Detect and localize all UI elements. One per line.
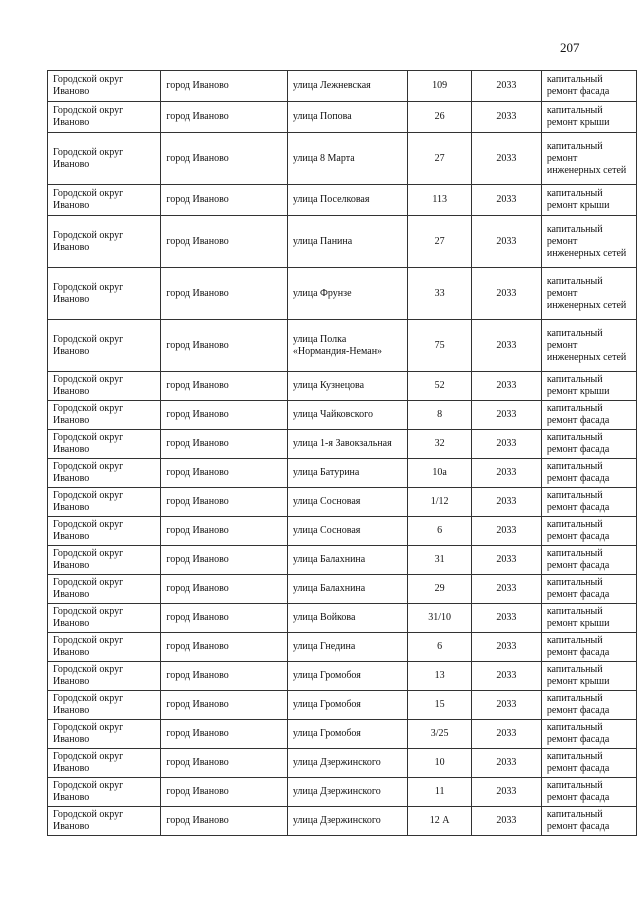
table-row — [48, 401, 637, 430]
district-cell: Городской округ Иваново — [48, 749, 161, 778]
city-cell: город Иваново — [161, 807, 288, 836]
district-cell: Городской округ Иваново — [48, 401, 161, 430]
city-cell: город Иваново — [161, 575, 288, 604]
table-row — [48, 633, 637, 662]
house-number-cell: 8 — [408, 401, 472, 430]
year-cell: 2033 — [472, 430, 542, 459]
district-cell: Городской округ Иваново — [48, 102, 161, 133]
work-type-cell: капитальный ремонт фасада — [541, 488, 636, 517]
table-row — [48, 575, 637, 604]
city-cell: город Иваново — [161, 372, 288, 401]
street-cell: улица Громобоя — [287, 720, 407, 749]
year-cell: 2033 — [472, 71, 542, 102]
year-cell: 2033 — [472, 749, 542, 778]
city-cell: город Иваново — [161, 268, 288, 320]
city-cell: город Иваново — [161, 133, 288, 185]
table-row — [48, 691, 637, 720]
work-type-cell: капитальный ремонт крыши — [541, 662, 636, 691]
district-cell: Городской округ Иваново — [48, 372, 161, 401]
district-cell: Городской округ Иваново — [48, 216, 161, 268]
city-cell: город Иваново — [161, 216, 288, 268]
work-type-cell: капитальный ремонт инженерных сетей — [541, 320, 636, 372]
house-number-cell: 3/25 — [408, 720, 472, 749]
year-cell: 2033 — [472, 372, 542, 401]
work-type-cell: капитальный ремонт фасада — [541, 71, 636, 102]
work-type-cell: капитальный ремонт крыши — [541, 604, 636, 633]
district-cell: Городской округ Иваново — [48, 546, 161, 575]
street-cell: улица 1-я Завокзальная — [287, 430, 407, 459]
district-cell: Городской округ Иваново — [48, 778, 161, 807]
city-cell: город Иваново — [161, 778, 288, 807]
district-cell: Городской округ Иваново — [48, 720, 161, 749]
district-cell: Городской округ Иваново — [48, 430, 161, 459]
district-cell: Городской округ Иваново — [48, 662, 161, 691]
district-cell: Городской округ Иваново — [48, 604, 161, 633]
street-cell: улица Панина — [287, 216, 407, 268]
street-cell: улица Дзержинского — [287, 807, 407, 836]
year-cell: 2033 — [472, 517, 542, 546]
house-number-cell: 6 — [408, 517, 472, 546]
house-number-cell: 13 — [408, 662, 472, 691]
city-cell: город Иваново — [161, 102, 288, 133]
house-number-cell: 10 — [408, 749, 472, 778]
district-cell: Городской округ Иваново — [48, 133, 161, 185]
page-number: 207 — [560, 40, 580, 55]
year-cell: 2033 — [472, 662, 542, 691]
table-row — [48, 488, 637, 517]
work-type-cell: капитальный ремонт инженерных сетей — [541, 216, 636, 268]
table-row — [48, 372, 637, 401]
house-number-cell: 1/12 — [408, 488, 472, 517]
street-cell: улица Громобоя — [287, 691, 407, 720]
work-type-cell: капитальный ремонт фасада — [541, 691, 636, 720]
district-cell: Городской округ Иваново — [48, 633, 161, 662]
street-cell: улица 8 Марта — [287, 133, 407, 185]
house-number-cell: 6 — [408, 633, 472, 662]
house-number-cell: 11 — [408, 778, 472, 807]
table-row — [48, 807, 637, 836]
table-row — [48, 133, 637, 185]
year-cell: 2033 — [472, 216, 542, 268]
district-cell: Городской округ Иваново — [48, 807, 161, 836]
table-row — [48, 102, 637, 133]
house-number-cell: 26 — [408, 102, 472, 133]
street-cell: улица Фрунзе — [287, 268, 407, 320]
street-cell: улица Лежневская — [287, 71, 407, 102]
street-cell: улица Сосновая — [287, 517, 407, 546]
house-number-cell: 109 — [408, 71, 472, 102]
district-cell: Городской округ Иваново — [48, 185, 161, 216]
house-number-cell: 29 — [408, 575, 472, 604]
year-cell: 2033 — [472, 546, 542, 575]
year-cell: 2033 — [472, 459, 542, 488]
work-type-cell: капитальный ремонт фасада — [541, 430, 636, 459]
table-row — [48, 662, 637, 691]
year-cell: 2033 — [472, 633, 542, 662]
city-cell: город Иваново — [161, 633, 288, 662]
year-cell: 2033 — [472, 691, 542, 720]
city-cell: город Иваново — [161, 459, 288, 488]
street-cell: улица Громобоя — [287, 662, 407, 691]
table-row — [48, 71, 637, 102]
city-cell: город Иваново — [161, 604, 288, 633]
city-cell: город Иваново — [161, 720, 288, 749]
house-number-cell: 75 — [408, 320, 472, 372]
city-cell: город Иваново — [161, 71, 288, 102]
city-cell: город Иваново — [161, 488, 288, 517]
district-cell: Городской округ Иваново — [48, 268, 161, 320]
table-row — [48, 268, 637, 320]
year-cell: 2033 — [472, 720, 542, 749]
city-cell: город Иваново — [161, 401, 288, 430]
street-cell: улица Балахнина — [287, 546, 407, 575]
work-type-cell: капитальный ремонт крыши — [541, 102, 636, 133]
street-cell: улица Войкова — [287, 604, 407, 633]
house-number-cell: 31 — [408, 546, 472, 575]
street-cell: улица Дзержинского — [287, 749, 407, 778]
year-cell: 2033 — [472, 268, 542, 320]
house-number-cell: 15 — [408, 691, 472, 720]
year-cell: 2033 — [472, 133, 542, 185]
table-row — [48, 604, 637, 633]
city-cell: город Иваново — [161, 546, 288, 575]
work-type-cell: капитальный ремонт фасада — [541, 401, 636, 430]
street-cell: улица Чайковского — [287, 401, 407, 430]
work-type-cell: капитальный ремонт крыши — [541, 372, 636, 401]
work-type-cell: капитальный ремонт инженерных сетей — [541, 268, 636, 320]
work-type-cell: капитальный ремонт фасада — [541, 517, 636, 546]
year-cell: 2033 — [472, 185, 542, 216]
work-type-cell: капитальный ремонт фасада — [541, 807, 636, 836]
house-number-cell: 31/10 — [408, 604, 472, 633]
house-number-cell: 27 — [408, 216, 472, 268]
repair-schedule-table — [47, 70, 637, 836]
table-row — [48, 430, 637, 459]
work-type-cell: капитальный ремонт фасада — [541, 459, 636, 488]
house-number-cell: 32 — [408, 430, 472, 459]
city-cell: город Иваново — [161, 662, 288, 691]
district-cell: Городской округ Иваново — [48, 320, 161, 372]
city-cell: город Иваново — [161, 749, 288, 778]
year-cell: 2033 — [472, 401, 542, 430]
table-row — [48, 517, 637, 546]
city-cell: город Иваново — [161, 320, 288, 372]
year-cell: 2033 — [472, 604, 542, 633]
year-cell: 2033 — [472, 320, 542, 372]
table-row — [48, 459, 637, 488]
house-number-cell: 52 — [408, 372, 472, 401]
street-cell: улица Кузнецова — [287, 372, 407, 401]
city-cell: город Иваново — [161, 517, 288, 546]
house-number-cell: 33 — [408, 268, 472, 320]
work-type-cell: капитальный ремонт фасада — [541, 633, 636, 662]
work-type-cell: капитальный ремонт фасада — [541, 546, 636, 575]
city-cell: город Иваново — [161, 185, 288, 216]
district-cell: Городской округ Иваново — [48, 71, 161, 102]
year-cell: 2033 — [472, 102, 542, 133]
work-type-cell: капитальный ремонт инженерных сетей — [541, 133, 636, 185]
house-number-cell: 27 — [408, 133, 472, 185]
district-cell: Городской округ Иваново — [48, 488, 161, 517]
district-cell: Городской округ Иваново — [48, 517, 161, 546]
work-type-cell: капитальный ремонт крыши — [541, 185, 636, 216]
house-number-cell: 10а — [408, 459, 472, 488]
city-cell: город Иваново — [161, 430, 288, 459]
house-number-cell: 113 — [408, 185, 472, 216]
year-cell: 2033 — [472, 807, 542, 836]
year-cell: 2033 — [472, 778, 542, 807]
table-body — [48, 71, 637, 836]
work-type-cell: капитальный ремонт фасада — [541, 778, 636, 807]
street-cell: улица Полка «Нормандия-Неман» — [287, 320, 407, 372]
street-cell: улица Дзержинского — [287, 778, 407, 807]
street-cell: улица Балахнина — [287, 575, 407, 604]
work-type-cell: капитальный ремонт фасада — [541, 575, 636, 604]
district-cell: Городской округ Иваново — [48, 575, 161, 604]
table-row — [48, 778, 637, 807]
table-row — [48, 749, 637, 778]
district-cell: Городской округ Иваново — [48, 691, 161, 720]
street-cell: улица Сосновая — [287, 488, 407, 517]
work-type-cell: капитальный ремонт фасада — [541, 749, 636, 778]
table-row — [48, 216, 637, 268]
house-number-cell: 12 А — [408, 807, 472, 836]
street-cell: улица Поселковая — [287, 185, 407, 216]
table-row — [48, 546, 637, 575]
year-cell: 2033 — [472, 575, 542, 604]
work-type-cell: капитальный ремонт фасада — [541, 720, 636, 749]
year-cell: 2033 — [472, 488, 542, 517]
street-cell: улица Попова — [287, 102, 407, 133]
street-cell: улица Гнедина — [287, 633, 407, 662]
street-cell: улица Батурина — [287, 459, 407, 488]
table-row — [48, 185, 637, 216]
city-cell: город Иваново — [161, 691, 288, 720]
district-cell: Городской округ Иваново — [48, 459, 161, 488]
table-row — [48, 320, 637, 372]
table-row — [48, 720, 637, 749]
